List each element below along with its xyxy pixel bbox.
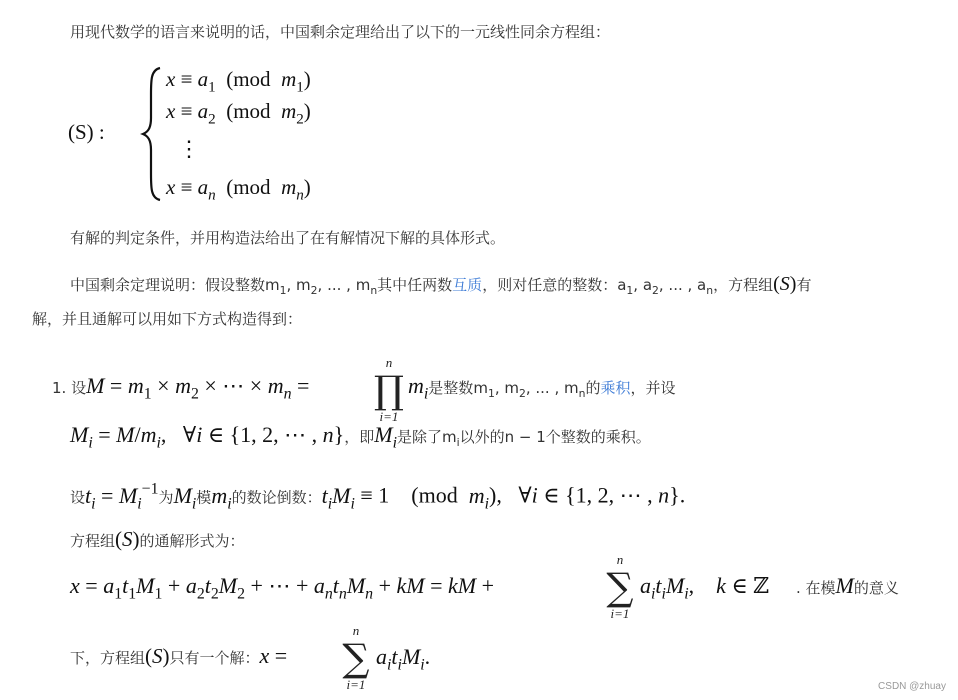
step3-line: 方程组(S)的通解形式为： <box>70 527 245 551</box>
step1-text-1: 是整数 <box>428 379 474 397</box>
step1-text-3: ，并设 <box>630 379 676 397</box>
step1-text-6: 以外的 <box>459 428 505 446</box>
theorem-text-5: 有 <box>796 276 812 294</box>
congruence-system <box>166 66 366 206</box>
step1-text-8: 个整数的乘积。 <box>545 428 651 446</box>
congruence-row-2: $x \equiv a_2$ (mod $m_2$) <box>166 99 311 128</box>
step4-text: . 在模M的意义 <box>796 573 899 598</box>
general-solution-tail: $a_it_iM_i$, k ∈ ℤ <box>640 573 770 603</box>
theorem-line-2: 解，并且通解可以用如下方式构造得到： <box>32 310 303 328</box>
step1-text-2: 的 <box>585 379 601 397</box>
condition-text: 有解的判定条件，并用构造法给出了在有解情况下解的具体形式。 <box>70 229 506 247</box>
step3-text-1: 方程组 <box>70 532 116 550</box>
product-link[interactable]: 乘积 <box>600 379 631 397</box>
step1-line-tail: $m_i$是整数$m_1$, $m_2$, ... , $m_n$的乘积，并设 <box>408 373 676 403</box>
step3-text-2: 的通解形式为： <box>139 532 245 550</box>
step1-text-7: n − 1 <box>504 428 546 446</box>
step2-text-3: 模 <box>196 488 212 507</box>
vertical-ellipsis: ⋮ <box>178 136 200 161</box>
sum-operator: n ∑ i=1 <box>606 552 634 621</box>
system-label: (S) : <box>68 120 105 144</box>
left-brace-icon <box>140 66 164 202</box>
theorem-text-3: ，则对任意的整数： <box>482 276 618 294</box>
step1-line-2: $M_i = M/m_i$, ∀i ∈ {1, 2, ⋯ , n}，即$M_i$是除了$m_i$以外的n − 1个整数的乘积。 <box>70 422 651 452</box>
step4-text-2: 的意义 <box>853 579 899 597</box>
step1-text-4: ，即 <box>344 428 375 446</box>
unique-solution-tail: $a_it_iM_i$. <box>376 644 431 674</box>
general-solution-formula: $x = a_1t_1M_1 + a_2t_2M_2$ + ⋯ + $a_nt_nM_n$ + kM = kM + <box>70 573 495 603</box>
step4-text-1: . 在模 <box>796 579 836 597</box>
step5-text-1: 下，方程组 <box>70 649 146 667</box>
intro-text: 用现代数学的语言来说明的话，中国剩余定理给出了以下的一元线性同余方程组： <box>70 23 611 41</box>
congruence-row-1: $x \equiv a_1$ (mod $m_1$) <box>166 67 311 96</box>
step2-text-2: 为 <box>158 488 174 507</box>
product-operator: n ∏ i=1 <box>373 355 405 424</box>
theorem-text-4: ，方程组 <box>713 276 774 294</box>
step5-line: 下，方程组(S)只有一个解：x = <box>70 643 288 668</box>
step2-text-1: 设 <box>70 488 86 507</box>
step2-line: 设$t_i = M_i^{-1}$为$M_i$模$m_i$的数论倒数：$t_iM_i \equiv 1$ (mod $m_i$), ∀i ∈ {1, 2, ⋯ , n}. <box>70 480 686 513</box>
step5-text-2: 只有一个解： <box>169 649 260 667</box>
theorem-text-1: 中国剩余定理说明：假设整数 <box>70 276 266 294</box>
theorem-line-1: 中国剩余定理说明：假设整数$m_1$, $m_2$, ... , $m_n$其中任两数互质，则对任意的整数：$a_1$, $a_2$, ... , $a_n$，方程组(S)有 <box>70 273 812 297</box>
footer-watermark: CSDN @zhuay <box>878 681 946 692</box>
sum-operator-2: n ∑ i=1 <box>342 623 370 692</box>
step1-number: 1. 设 <box>52 379 87 397</box>
theorem-text-2: 其中任两数 <box>377 276 453 294</box>
step1-text-5: 是除了 <box>396 428 442 446</box>
congruence-row-n: $x \equiv a_n$ (mod $m_n$) <box>166 175 311 204</box>
step1-line: 1. 设$M = m_1 \times m_2$ × ⋯ × $m_n$ = <box>52 373 310 403</box>
coprime-link[interactable]: 互质 <box>452 276 483 294</box>
step2-text-4: 的数论倒数： <box>231 488 322 507</box>
